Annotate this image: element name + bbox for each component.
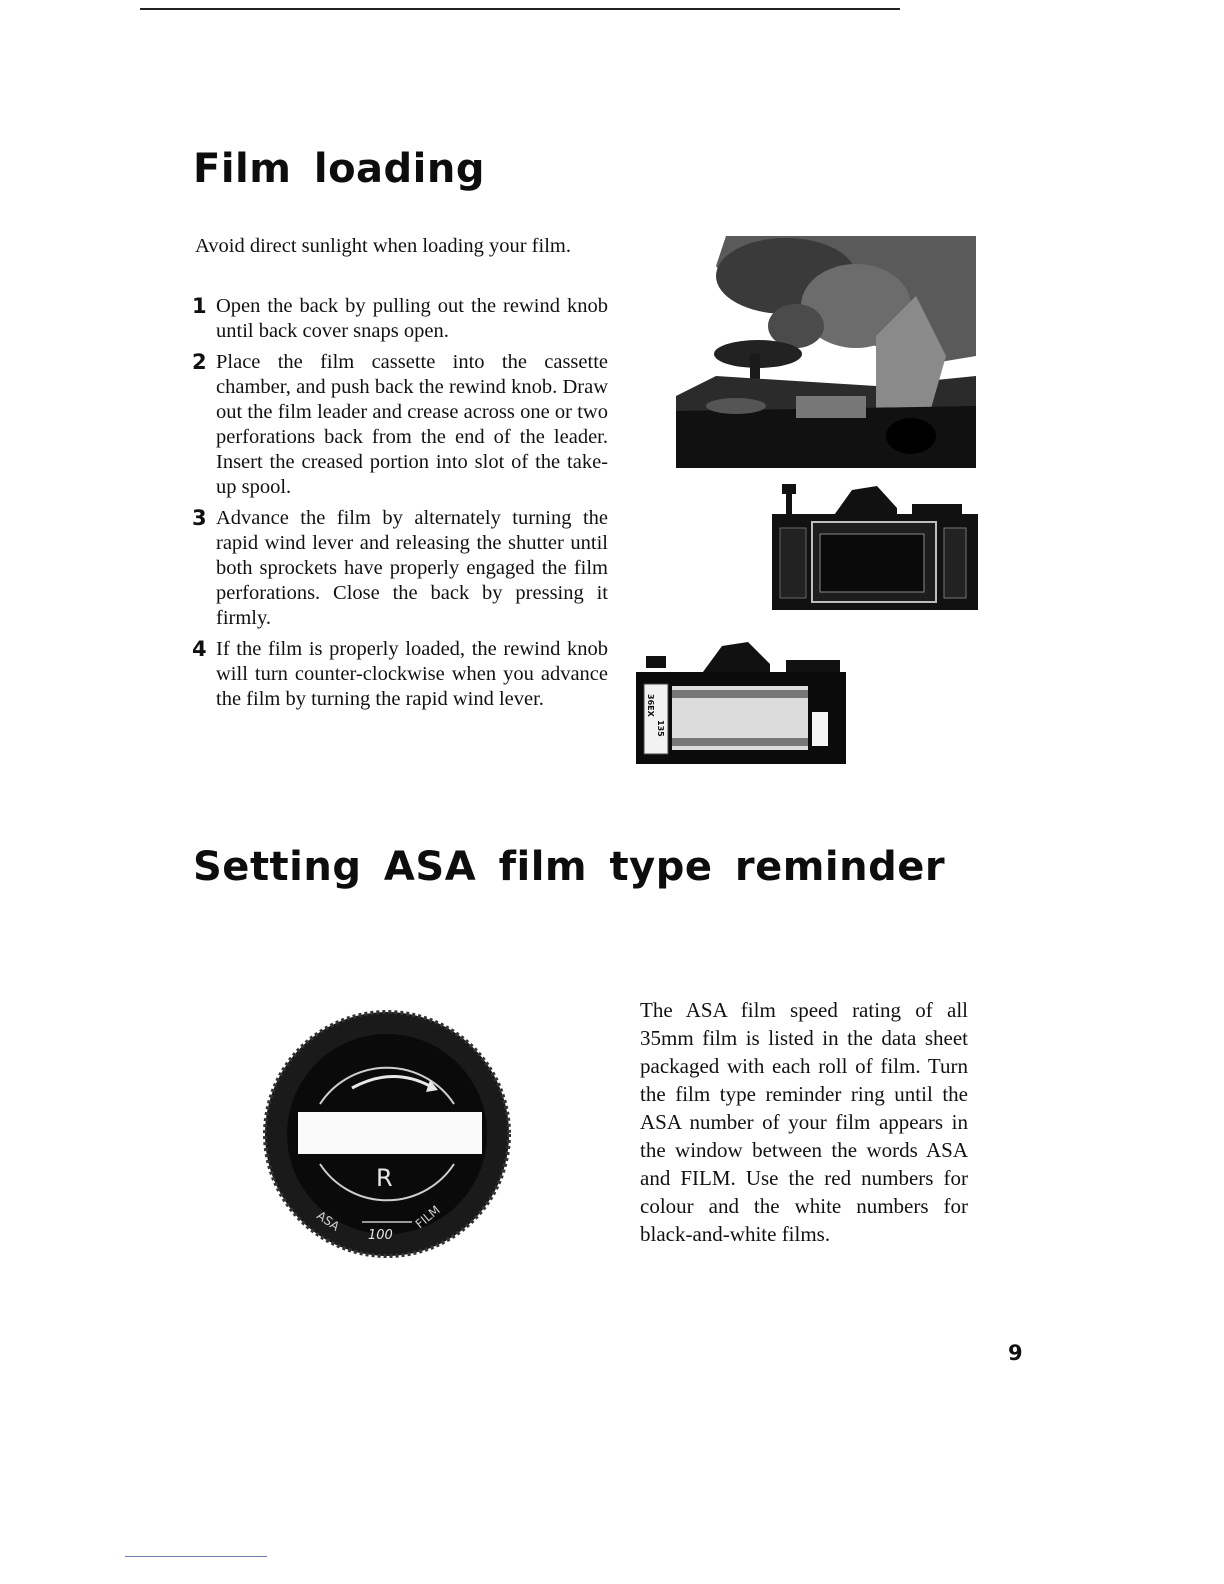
asa-reminder-text: The ASA film speed rating of all 35mm film is listed in the data sheet packaged with each roll of film. Turn the film type reminder ring until the ASA number of your film appears in the window between the words ASA and FILM. Use the red numbers for colour and the white numbers for black-and-white films. (640, 998, 968, 1246)
step-3 (192, 506, 608, 631)
page-number: 9 (1008, 1341, 1023, 1365)
top-rule (140, 8, 900, 10)
film-loading-heading: Film loading (193, 146, 485, 192)
step-number: 4 (192, 637, 207, 661)
dial-ring-asa: ASA (314, 1208, 343, 1234)
dial-ring-film: FILM (412, 1202, 443, 1232)
cassette-chamber-photo (772, 478, 978, 614)
step-1 (192, 294, 608, 344)
rewind-knob-photo (676, 236, 976, 468)
cassette-label-2: 135 (656, 720, 665, 737)
step-text: Place the film cassette into the cassette chamber, and push back the rewind knob. Draw out the film leader and crease across one or two perforations back from the end of the leader. Insert the creased portion into slot of the take-up spool. (216, 351, 608, 498)
step-text: If the film is properly loaded, the rewind knob will turn counter-clockwise when you advance the film by turning the rapid wind lever. (216, 638, 608, 710)
film-loading-steps (192, 294, 608, 718)
film-loaded-photo (636, 640, 846, 768)
step-number: 2 (192, 350, 207, 374)
step-2 (192, 350, 608, 500)
dial-ring-value: 100 (368, 1228, 393, 1243)
step-4 (192, 637, 608, 712)
film-loading-intro: Avoid direct sunlight when loading your film. (195, 235, 571, 257)
bottom-rule (125, 1556, 267, 1557)
cassette-label-1: 36EX (646, 694, 655, 717)
dial-center-letter: R (376, 1164, 393, 1192)
asa-dial-photo (262, 1000, 512, 1262)
step-text: Advance the film by alternately turning the rapid wind lever and releasing the shutter until both sprockets have properly engaged the film perforations. Close the back by pressing it firmly. (216, 507, 608, 629)
step-text: Open the back by pulling out the rewind knob until back cover snaps open. (216, 295, 608, 342)
step-number: 1 (192, 294, 207, 318)
step-number: 3 (192, 506, 207, 530)
asa-reminder-heading: Setting ASA film type reminder (193, 844, 946, 890)
